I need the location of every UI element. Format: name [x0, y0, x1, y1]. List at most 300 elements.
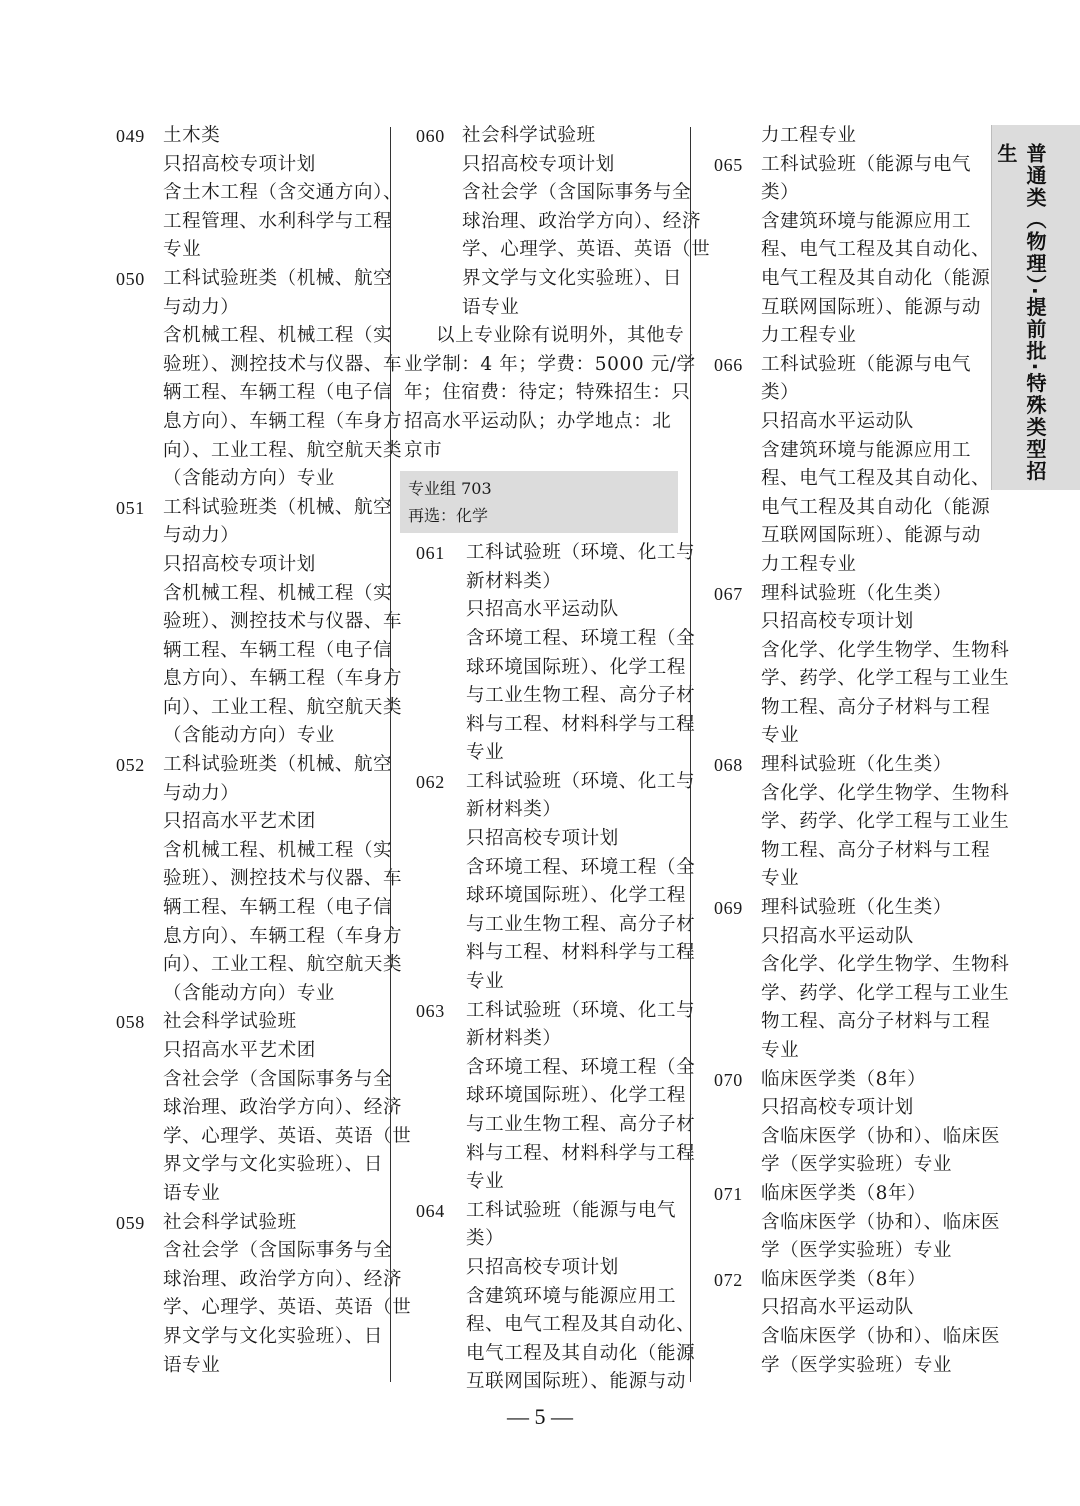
program-detail-line — [400, 625, 696, 654]
program-text: 社会科学试验班 — [163, 1011, 297, 1033]
program-text: 工科试验班类（机械、航空 — [163, 267, 393, 289]
program-text: 电气工程及其自动化（能源 — [761, 267, 991, 289]
program-text: 球环境国际班）、化学工程 — [466, 656, 686, 678]
program-text: 只招高校专项计划 — [466, 828, 619, 850]
program-detail-line — [112, 637, 393, 666]
program-entry — [400, 997, 696, 1197]
program-text: 息方向）、车辆工程（车身方 — [163, 925, 403, 947]
program-code: 050 — [116, 268, 145, 289]
program-detail-line — [112, 808, 384, 837]
program-text: 含化学、化学生物学、生物科 — [761, 954, 1010, 976]
program-text: 含化学、化学生物学、生物科 — [761, 639, 1010, 661]
program-text: 球治理、政治学方向）、经济 — [163, 1268, 403, 1290]
program-code: 067 — [714, 583, 743, 604]
program-detail-line — [710, 1094, 982, 1123]
program-text: 学、心理学、英语、英语（世 — [462, 239, 711, 261]
program-title — [400, 768, 696, 797]
program-detail-line — [112, 951, 403, 980]
program-text: 界文学与文化实验班）、日 — [163, 1154, 383, 1176]
program-title — [710, 1066, 982, 1095]
program-entry — [400, 539, 696, 768]
program-entry — [112, 122, 403, 265]
program-entry — [112, 1008, 412, 1208]
program-detail-line — [710, 522, 982, 551]
note-line: 业学制：4 年；学费：5000 元/学 — [404, 353, 696, 375]
program-text: 含社会学（含国际事务与全 — [462, 182, 692, 204]
program-detail-line — [710, 951, 1010, 980]
program-entry — [710, 1266, 1001, 1380]
program-detail-line — [710, 1323, 1001, 1352]
program-text: 学、药学、化学工程与工业生 — [761, 668, 1010, 690]
program-text: 理科试验班（化生类） — [761, 897, 953, 919]
program-detail-line — [710, 437, 982, 466]
program-detail-line — [112, 894, 393, 923]
program-detail-line — [710, 1352, 982, 1381]
program-text: 球治理、政治学方向）、经济 — [462, 210, 702, 232]
program-text: 学（医学实验班）专业 — [761, 1354, 953, 1376]
program-text: 辆工程、车辆工程（电子信 — [163, 639, 393, 661]
program-detail-line — [400, 1168, 682, 1197]
program-detail-line — [400, 1340, 696, 1369]
program-detail-line — [710, 265, 991, 294]
program-detail-line — [112, 151, 384, 180]
program-title — [710, 351, 982, 380]
program-detail-line — [112, 980, 384, 1009]
program-detail-line — [710, 465, 991, 494]
program-text: 含临床医学（协和）、临床医 — [761, 1325, 1001, 1347]
program-detail-line — [710, 1294, 982, 1323]
program-detail-line — [112, 837, 393, 866]
program-title — [112, 1008, 384, 1037]
program-text: 语专业 — [163, 1354, 221, 1376]
program-detail-line — [112, 780, 384, 809]
program-detail-line — [112, 465, 384, 494]
program-detail-line — [710, 780, 1010, 809]
program-detail-line — [710, 923, 982, 952]
program-code: 064 — [416, 1200, 445, 1221]
program-detail-line — [400, 179, 692, 208]
program-detail-line — [112, 551, 384, 580]
program-code: 068 — [714, 755, 743, 776]
program-code: 059 — [116, 1212, 145, 1233]
program-detail-line — [112, 580, 393, 609]
program-detail-line — [710, 1237, 982, 1266]
program-text: 与工业生物工程、高分子材 — [466, 913, 696, 935]
program-detail-line — [710, 980, 1010, 1009]
program-text: 工科试验班类（机械、航空 — [163, 496, 393, 518]
program-text: 含土木工程（含交通方向）、 — [163, 182, 403, 204]
program-code: 072 — [714, 1269, 743, 1290]
program-text: 临床医学类（8年） — [761, 1182, 927, 1204]
program-text: 料与工程、材料科学与工程 — [466, 942, 696, 964]
program-text: 类） — [466, 1228, 505, 1250]
program-detail-line — [400, 739, 682, 768]
program-detail-line — [400, 796, 682, 825]
program-code: 065 — [714, 154, 743, 175]
program-text: 电气工程及其自动化（能源 — [466, 1342, 696, 1364]
program-code: 066 — [714, 354, 743, 375]
program-text: 专业 — [163, 239, 202, 261]
program-detail-line — [112, 1094, 403, 1123]
program-text: 互联网国际班）、能源与动 — [761, 525, 981, 547]
program-detail-line — [400, 1111, 696, 1140]
program-entry — [400, 768, 696, 997]
program-detail-line — [400, 882, 686, 911]
program-text: 程、电气工程及其自动化、 — [761, 239, 991, 261]
program-text: 含机械工程、机械工程（实 — [163, 839, 393, 861]
program-detail-line — [112, 437, 403, 466]
program-code: 069 — [714, 898, 743, 919]
program-text: 与动力） — [163, 296, 240, 318]
program-detail-line — [112, 294, 384, 323]
program-text: 含化学、化学生物学、生物科 — [761, 782, 1010, 804]
program-detail-line — [112, 351, 403, 380]
program-text: 含机械工程、机械工程（实 — [163, 325, 393, 347]
program-text: 界文学与文化实验班）、日 — [163, 1325, 383, 1347]
program-title — [112, 751, 393, 780]
program-detail-line — [112, 208, 393, 237]
program-entry — [710, 751, 1010, 894]
program-text: 只招高水平运动队 — [761, 1297, 914, 1319]
program-detail-line — [400, 596, 682, 625]
program-text: 只招高校专项计划 — [163, 553, 316, 575]
program-text: 类） — [761, 382, 800, 404]
program-detail-line — [112, 1037, 384, 1066]
program-detail-line — [112, 179, 403, 208]
program-text: 临床医学类（8年） — [761, 1068, 927, 1090]
program-title — [710, 751, 982, 780]
program-text: 含建筑环境与能源应用工 — [761, 439, 972, 461]
program-text: 互联网国际班）、能源与动 — [466, 1371, 686, 1393]
program-text: 只招高校专项计划 — [761, 1097, 914, 1119]
program-text: 验班）、测控技术与仪器、车 — [163, 353, 403, 375]
program-detail-line — [112, 694, 403, 723]
program-detail-line — [400, 1054, 696, 1083]
program-detail-line — [710, 1123, 1001, 1152]
program-text: 学（医学实验班）专业 — [761, 1154, 953, 1176]
program-text: 土木类 — [163, 125, 221, 146]
program-text: （含能动方向）专业 — [163, 468, 335, 490]
column-1 — [112, 122, 412, 1380]
program-detail-line — [112, 1237, 393, 1266]
program-text: 含建筑环境与能源应用工 — [761, 210, 972, 232]
note-line: 年；住宿费：待定；特殊招生：只 — [404, 382, 691, 404]
program-detail-line — [400, 968, 682, 997]
program-text: 料与工程、材料科学与工程 — [466, 1142, 696, 1164]
program-note — [400, 322, 696, 465]
program-code: 052 — [116, 755, 145, 776]
program-detail-line — [710, 1037, 982, 1066]
program-detail-line — [400, 911, 696, 940]
program-text: 只招高水平艺术团 — [163, 1040, 316, 1061]
program-detail-line — [400, 682, 696, 711]
program-text: 物工程、高分子材料与工程 — [761, 696, 991, 718]
program-text: 向）、工业工程、航空航天类 — [163, 439, 403, 461]
program-detail-line — [400, 1140, 696, 1169]
program-text: 新材料类） — [466, 570, 562, 592]
program-text: 含环境工程、环境工程（全 — [466, 627, 696, 649]
program-text: 向）、工业工程、航空航天类 — [163, 696, 403, 718]
program-text: 与动力） — [163, 525, 240, 547]
program-text: 含建筑环境与能源应用工 — [466, 1285, 677, 1307]
program-text: 与工业生物工程、高分子材 — [466, 685, 696, 707]
program-text: 料与工程、材料科学与工程 — [466, 713, 696, 735]
program-text: 理科试验班（化生类） — [761, 582, 953, 604]
program-text: 工科试验班（环境、化工与 — [466, 999, 696, 1021]
program-text: 程、电气工程及其自动化、 — [466, 1314, 696, 1336]
program-text: 验班）、测控技术与仪器、车 — [163, 611, 403, 633]
program-text: 工科试验班（能源与电气 — [761, 153, 972, 175]
program-detail-line — [710, 179, 982, 208]
program-text: 物工程、高分子材料与工程 — [761, 839, 991, 861]
program-text: 只招高水平运动队 — [761, 410, 914, 432]
program-title — [112, 494, 393, 523]
program-detail-line — [112, 1151, 384, 1180]
program-text: 专业 — [761, 868, 800, 890]
program-detail-line — [400, 294, 682, 323]
program-text: 程、电气工程及其自动化、 — [761, 468, 991, 490]
column-2 — [400, 122, 711, 1397]
program-text: 类） — [761, 182, 800, 204]
program-detail-line — [710, 608, 982, 637]
program-text: 向）、工业工程、航空航天类 — [163, 954, 403, 976]
program-text: 物工程、高分子材料与工程 — [761, 1011, 991, 1033]
program-detail-line — [112, 1123, 412, 1152]
program-detail-line — [400, 1311, 696, 1340]
program-text: 工科试验班（能源与电气 — [466, 1199, 677, 1221]
column-3 — [710, 122, 1010, 1380]
program-text: 学、药学、化学工程与工业生 — [761, 811, 1010, 833]
note-line: 京市 — [404, 439, 443, 461]
program-text: 与工业生物工程、高分子材 — [466, 1114, 696, 1135]
program-text: 息方向）、车辆工程（车身方 — [163, 668, 403, 690]
program-detail-line — [112, 722, 384, 751]
program-text: 球环境国际班）、化学工程 — [466, 885, 686, 907]
program-title — [112, 1209, 384, 1238]
program-text: 含临床医学（协和）、临床医 — [761, 1125, 1001, 1147]
program-text: 只招高校专项计划 — [761, 611, 914, 633]
program-text: 含环境工程、环境工程（全 — [466, 1056, 696, 1078]
program-text: 学（医学实验班）专业 — [761, 1240, 953, 1262]
group-title: 专业组 703 — [408, 479, 492, 499]
program-code: 062 — [416, 771, 445, 792]
program-detail-line — [400, 711, 696, 740]
program-text: 力工程专业 — [761, 325, 857, 347]
program-text: 社会科学试验班 — [462, 125, 596, 146]
program-text: 球环境国际班）、化学工程 — [466, 1085, 686, 1107]
program-code: 061 — [416, 543, 445, 564]
program-detail-line — [710, 1151, 982, 1180]
program-title — [710, 1266, 982, 1295]
program-title — [400, 539, 696, 568]
program-detail-line — [710, 208, 982, 237]
program-detail-line — [710, 1008, 991, 1037]
program-text: 学、心理学、英语、英语（世 — [163, 1125, 412, 1147]
program-entry — [710, 1066, 1001, 1180]
program-text: 只招高水平运动队 — [466, 599, 619, 621]
program-text: 含社会学（含国际事务与全 — [163, 1068, 393, 1090]
program-entry — [710, 580, 1010, 752]
program-detail-line — [710, 808, 1010, 837]
side-tab-label: 普通类（物理）·提前批·特殊类型招生 — [994, 143, 1047, 483]
program-detail-line — [112, 608, 403, 637]
program-text: 只招高校专项计划 — [163, 153, 316, 175]
program-detail-line — [400, 1368, 686, 1397]
program-text: 辆工程、车辆工程（电子信 — [163, 897, 393, 919]
program-entry — [710, 151, 991, 351]
program-text: 专业 — [761, 1040, 800, 1061]
program-detail-line — [400, 208, 702, 237]
program-title — [710, 580, 982, 609]
entry-list-top — [400, 122, 711, 322]
program-detail-line — [710, 551, 982, 580]
program-text: 专业 — [761, 725, 800, 747]
program-text: 新材料类） — [466, 799, 562, 821]
page-number: — 5 — — [507, 1404, 573, 1429]
program-code: 071 — [714, 1183, 743, 1204]
program-detail-line — [400, 1025, 682, 1054]
program-text: 工科试验班（环境、化工与 — [466, 770, 696, 792]
program-detail-line — [710, 665, 1010, 694]
program-text: 专业 — [466, 742, 505, 764]
program-detail-line — [710, 694, 991, 723]
program-text: 含环境工程、环境工程（全 — [466, 856, 696, 878]
program-detail-line — [112, 1323, 384, 1352]
program-detail-line — [400, 1254, 682, 1283]
program-title — [400, 122, 682, 151]
program-text: 工程管理、水利科学与工程 — [163, 210, 393, 232]
program-entry — [400, 122, 711, 322]
program-text: 学、药学、化学工程与工业生 — [761, 982, 1010, 1004]
program-entry — [710, 351, 991, 580]
program-text: 互联网国际班）、能源与动 — [761, 296, 981, 318]
note-line: 招高水平运动队；办学地点：北 — [404, 410, 672, 432]
program-detail-line — [400, 265, 682, 294]
program-detail-line — [400, 568, 682, 597]
program-detail-line — [112, 522, 384, 551]
program-entry — [112, 751, 403, 1008]
program-detail-line — [400, 854, 696, 883]
program-code: 060 — [416, 126, 445, 146]
program-title — [400, 1197, 682, 1226]
program-title — [710, 1180, 982, 1209]
program-detail-line — [710, 379, 982, 408]
program-text: 只招高水平艺术团 — [163, 811, 316, 833]
program-entry — [710, 1180, 1001, 1266]
entry-list — [400, 539, 696, 1397]
program-text: 电气工程及其自动化（能源 — [761, 496, 991, 518]
program-detail-line — [112, 1066, 393, 1095]
program-detail-line — [112, 1266, 403, 1295]
program-text: 界文学与文化实验班）、日 — [462, 267, 682, 289]
program-detail-line — [112, 322, 393, 351]
program-title — [710, 894, 982, 923]
program-detail-line — [112, 1294, 412, 1323]
program-title — [112, 122, 384, 151]
program-detail-line — [400, 151, 682, 180]
program-entry — [400, 1197, 696, 1397]
program-text: 力工程专业 — [761, 553, 857, 575]
program-detail-line — [710, 236, 991, 265]
program-code: 049 — [116, 126, 145, 146]
program-detail-line — [710, 294, 982, 323]
program-detail-line — [112, 665, 403, 694]
program-text: 新材料类） — [466, 1028, 562, 1050]
program-detail-line — [400, 236, 711, 265]
program-detail-line — [112, 1180, 384, 1209]
program-title — [400, 997, 696, 1026]
program-detail-line — [710, 722, 982, 751]
program-text: 只招高校专项计划 — [462, 153, 615, 175]
program-text: 社会科学试验班 — [163, 1211, 297, 1233]
program-detail-line — [400, 1283, 682, 1312]
program-code: 051 — [116, 497, 145, 518]
program-text: 只招高水平运动队 — [761, 925, 914, 947]
program-detail-line — [400, 1225, 682, 1254]
program-text: 语专业 — [163, 1182, 221, 1204]
note-line: 以上专业除有说明外，其他专 — [436, 325, 685, 347]
program-entry — [710, 122, 982, 151]
program-text: 语专业 — [462, 296, 520, 318]
program-text: 只招高校专项计划 — [466, 1256, 619, 1278]
program-detail-line — [710, 1209, 1001, 1238]
program-text: （含能动方向）专业 — [163, 982, 335, 1004]
program-title — [710, 122, 982, 151]
major-group-header — [400, 471, 678, 533]
program-text: 力工程专业 — [761, 125, 857, 146]
program-detail-line — [112, 1352, 384, 1381]
program-entry — [710, 894, 1010, 1066]
program-detail-line — [710, 494, 991, 523]
program-title — [112, 265, 393, 294]
program-detail-line — [112, 236, 384, 265]
program-text: 球治理、政治学方向）、经济 — [163, 1097, 403, 1119]
program-detail-line — [112, 923, 403, 952]
program-code: 070 — [714, 1069, 743, 1090]
column-divider — [390, 127, 391, 1382]
program-detail-line — [400, 825, 682, 854]
program-detail-line — [112, 865, 403, 894]
program-detail-line — [112, 379, 393, 408]
program-text: 理科试验班（化生类） — [761, 754, 953, 776]
program-detail-line — [710, 322, 982, 351]
program-text: 学、心理学、英语、英语（世 — [163, 1297, 412, 1319]
program-text: 专业 — [466, 971, 505, 993]
program-text: 含机械工程、机械工程（实 — [163, 582, 393, 604]
program-text: 辆工程、车辆工程（电子信 — [163, 382, 393, 404]
program-text: 验班）、测控技术与仪器、车 — [163, 868, 403, 890]
program-text: 与动力） — [163, 782, 240, 804]
program-detail-line — [400, 654, 686, 683]
section-side-tab — [991, 125, 1080, 490]
program-entry — [112, 265, 403, 494]
program-code: 058 — [116, 1012, 145, 1033]
group-subtitle: 再选：化学 — [408, 506, 489, 526]
program-entry — [112, 494, 403, 751]
program-text: 工科试验班（能源与电气 — [761, 353, 972, 375]
column-divider — [690, 127, 691, 1382]
program-detail-line — [400, 1082, 686, 1111]
program-code: 063 — [416, 1000, 445, 1021]
program-text: 工科试验班（环境、化工与 — [466, 542, 696, 564]
program-text: 含社会学（含国际事务与全 — [163, 1240, 393, 1262]
program-text: 临床医学类（8年） — [761, 1268, 927, 1290]
program-detail-line — [112, 408, 403, 437]
program-detail-line — [710, 408, 982, 437]
program-detail-line — [710, 637, 1010, 666]
program-detail-line — [710, 837, 991, 866]
program-detail-line — [400, 939, 696, 968]
